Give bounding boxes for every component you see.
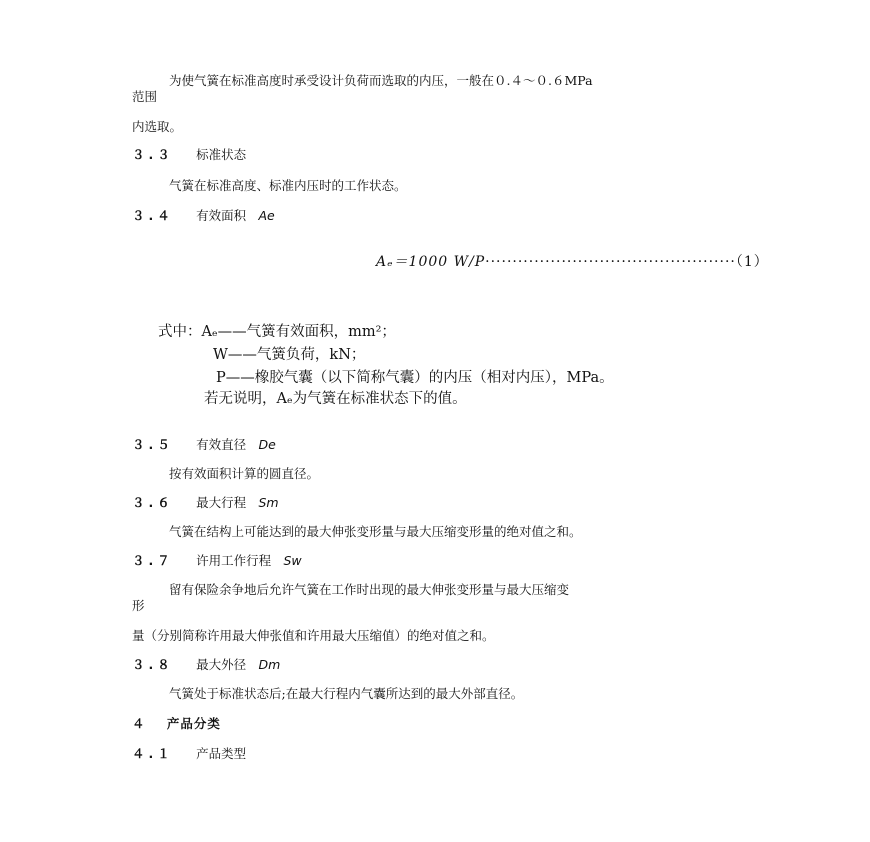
section-number: ３.８ [132,657,174,672]
section-symbol: Sm [258,495,279,510]
section-title: 产品类型 [196,746,247,761]
section-3-4-heading [132,208,275,224]
section-3-8-heading [132,657,280,673]
section-title: 有效面积 [196,208,247,223]
section-3-5-body: 按有效面积计算的圆直径。 [169,466,320,481]
section-number: ３.７ [132,553,174,568]
formula-leader-dots: ·············································· [485,254,736,270]
section-3-7-body-line2: 形 [132,598,145,613]
formula-effective-area [376,254,769,270]
section-title: 有效直径 [196,437,247,452]
section-title: 产品分类 [166,716,221,731]
section-4-1-heading [132,746,246,762]
para-internal-pressure-line1: 为使气簧在标准高度时承受设计负荷而选取的内压，一般在０.４～０.６MPa [169,73,593,88]
section-number: ４ [132,716,149,731]
section-3-3-heading [132,147,246,163]
where-line-3: P——橡胶气囊（以下简称气囊）的内压（相对内压），MPa。 [216,370,614,386]
section-3-8-body: 气簧处于标准状态后;在最大行程内气囊所达到的最大外部直径。 [169,686,524,701]
section-symbol: Ae [258,208,275,223]
section-3-7-heading [132,553,302,569]
where-line-1: 式中：Aₑ——气簧有效面积，mm²； [158,324,396,340]
formula-expression: Aₑ＝1000 W/P [376,254,486,270]
section-symbol: Sw [283,553,302,568]
section-title: 最大行程 [196,495,247,510]
formula-equation-number: （1） [735,254,769,270]
section-number: ３.６ [132,495,174,510]
section-title: 标准状态 [196,147,247,162]
section-number: ４.１ [132,746,174,761]
section-3-7-body-line3: 量（分别简称许用最大伸张值和许用最大压缩值）的绝对值之和。 [132,628,495,643]
section-title: 最大外径 [196,657,247,672]
para-internal-pressure-line3: 内选取。 [132,119,183,134]
para-internal-pressure-line2: 范围 [132,89,158,104]
section-title: 许用工作行程 [196,553,272,568]
section-number: ３.３ [132,147,174,162]
section-number: ３.５ [132,437,174,452]
section-3-5-heading [132,437,276,453]
where-line-4: 若无说明，Aₑ为气簧在标准状态下的值。 [204,391,467,407]
section-symbol: Dm [258,657,281,672]
where-line-2: W——气簧负荷，kN； [213,347,366,363]
section-4-heading [132,716,221,732]
section-3-7-body-line1: 留有保险余争地后允许气簧在工作时出现的最大伸张变形量与最大压缩变 [169,582,570,597]
section-3-6-heading [132,495,279,511]
section-number: ３.４ [132,208,174,223]
section-3-6-body: 气簧在结构上可能达到的最大伸张变形量与最大压缩变形量的绝对值之和。 [169,524,582,539]
section-symbol: De [258,437,276,452]
section-3-3-body: 气簧在标准高度、标准内压时的工作状态。 [169,178,407,193]
